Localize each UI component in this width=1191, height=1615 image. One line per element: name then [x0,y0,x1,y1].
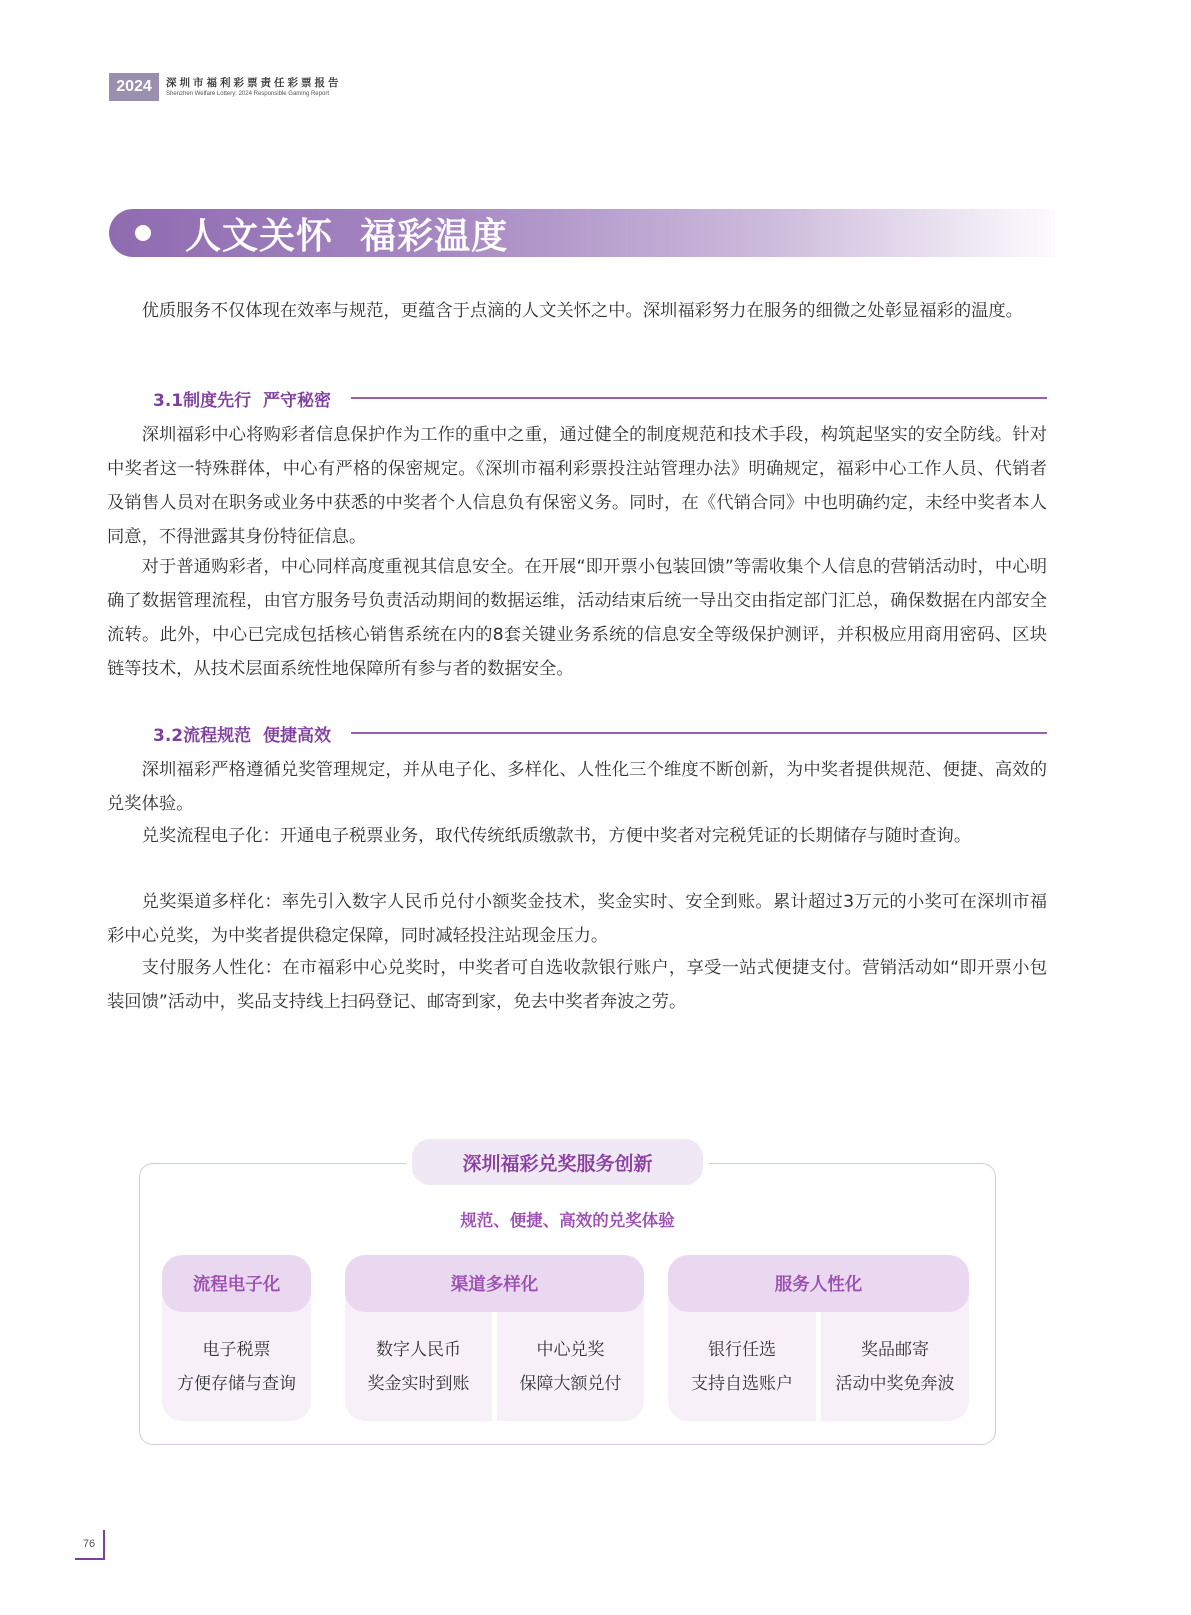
cell-line-1: 数字人民币 [376,1339,461,1360]
card-cell [492,1312,644,1421]
cell-line-2: 奖金实时到账 [367,1373,470,1394]
section-intro: 优质服务不仅体现在效率与规范，更蕴含于点滴的人文关怀之中。深圳福彩努力在服务的细微之处彰显福彩的温度。 [141,301,1023,321]
card-process-digitalization [162,1255,311,1421]
card-cell [668,1312,816,1421]
paragraph-3-2-a: 深圳福彩严格遵循兑奖管理规定，并从电子化、多样化、人性化三个维度不断创新，为中奖者提供规范、便捷、高效的兑奖体验。 [107,760,1047,814]
paragraph-3-2-c: 兑奖渠道多样化：率先引入数字人民币兑付小额奖金技术，奖金实时、安全到账。累计超过3万元的小奖可在深圳市福彩中心兑奖，为中奖者提供稳定保障，同时减轻投注站现金压力。 [107,892,1047,946]
paragraph-3-1-b: 对于普通购彩者，中心同样高度重视其信息安全。在开展“即开票小包装回馈”等需收集个人信息的营销活动时，中心明确了数据管理流程，由官方服务号负责活动期间的数据运维，活动结束后统一导出交由指定部门汇总，确保数据在内部安全流转。此外，中心已完成包括核心销售系统在内的8套关键业务系统的信息安全等级保护测评，并积极应用商用密码、区块链等技术，从技术层面系统性地保障所有参与者的数据安全。 [107,557,1047,679]
paragraph-3-2-d: 支付服务人性化：在市福彩中心兑奖时，中奖者可自选收款银行账户，享受一站式便捷支付。营销活动如“即开票小包装回馈”活动中，奖品支持线上扫码登记、邮寄到家，免去中奖者奔波之劳。 [107,958,1047,1012]
subsection-heading-3-1 [153,383,1047,413]
card-heading: 服务人性化 [668,1255,969,1312]
cell-line-2: 保障大额兑付 [519,1373,622,1394]
card-cell [162,1312,311,1421]
heading-rule [351,397,1047,399]
heading-rule [351,732,1047,734]
subsection-title: 3.1制度先行 严守秘密 [153,390,331,411]
diagram-title: 深圳福彩兑奖服务创新 [406,1133,709,1191]
card-service-personalization [668,1255,969,1421]
paragraph-3-1-a: 深圳福彩中心将购彩者信息保护作为工作的重中之重，通过健全的制度规范和技术手段，构筑起坚实的安全防线。针对中奖者这一特殊群体，中心有严格的保密规定。《深圳市福利彩票投注站管理办法》明确规定，福彩中心工作人员、代销者及销售人员对在职务或业务中获悉的中奖者个人信息负有保密义务。同时，在《代销合同》中也明确约定，未经中奖者本人同意，不得泄露其身份特征信息。 [107,425,1047,547]
subsection-title: 3.2流程规范 便捷高效 [153,725,331,746]
subsection-heading-3-2 [153,718,1047,748]
card-channel-diversification [345,1255,644,1421]
card-heading: 流程电子化 [162,1255,311,1312]
header-year: 2024 [109,73,159,101]
cell-line-1: 中心兑奖 [536,1339,605,1360]
header-title-cn: 深圳市福利彩票责任彩票报告 [166,76,342,89]
card-heading: 渠道多样化 [345,1255,644,1312]
header-title-block [159,73,342,101]
report-header [109,73,342,101]
cell-line-1: 电子税票 [202,1339,271,1360]
section-title: 人文关怀 福彩温度 [185,215,509,257]
cell-line-2: 方便存储与查询 [177,1373,296,1394]
cell-line-1: 银行任选 [708,1339,776,1360]
card-cell [345,1312,492,1421]
card-cell [816,1312,969,1421]
page-number: 76 [75,1530,105,1560]
cell-line-2: 支持自选账户 [691,1373,793,1394]
cell-line-2: 活动中奖免奔波 [835,1373,955,1394]
section-banner [109,209,1055,257]
diagram-subtitle: 规范、便捷、高效的兑奖体验 [460,1211,675,1230]
cell-line-1: 奖品邮寄 [861,1339,929,1360]
paragraph-3-2-b: 兑奖流程电子化：开通电子税票业务，取代传统纸质缴款书，方便中奖者对完税凭证的长期储存与随时查询。 [141,826,972,846]
header-title-en: Shenzhen Welfare Lottery: 2024 Responsible Gaming Report [166,90,329,97]
bullet-dot-icon [135,225,151,241]
